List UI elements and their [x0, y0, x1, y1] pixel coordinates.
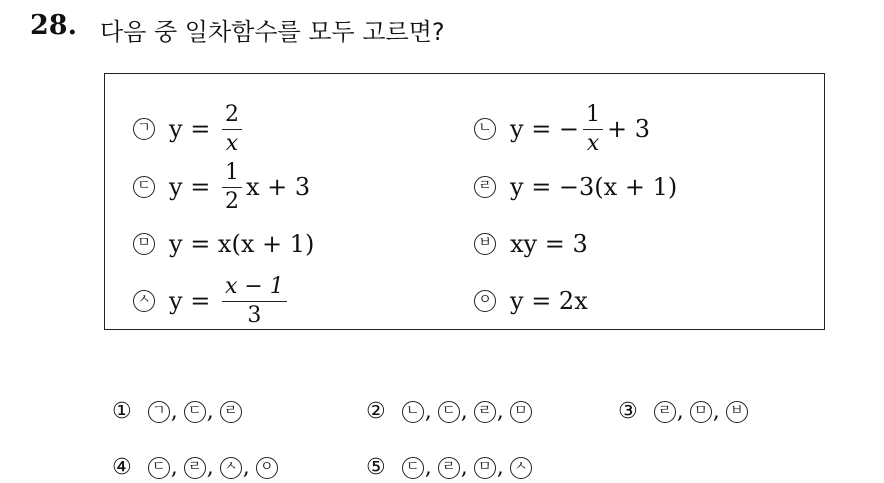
fraction [222, 161, 242, 212]
answer-marker: ㄹ [438, 457, 460, 479]
separator: , [496, 455, 504, 480]
answer-choice-3[interactable] [618, 399, 748, 424]
answer-number: ② [366, 399, 386, 424]
option-bieup [474, 215, 588, 273]
option-marker: ㅁ [133, 233, 155, 255]
expr-suffix: x + 3 [245, 173, 311, 201]
answer-marker: ㅅ [220, 457, 242, 479]
separator: , [170, 399, 178, 424]
option-expression [169, 103, 246, 154]
question-number: 28. [30, 10, 77, 41]
question-text: 다음 중 일차함수를 모두 고르면? [100, 18, 445, 46]
answer-choice-2[interactable] [366, 399, 532, 424]
option-expression [169, 161, 310, 212]
fraction-numerator: 1 [583, 103, 603, 129]
option-marker: ㄱ [133, 118, 155, 140]
separator: , [676, 399, 684, 424]
answer-marker: ㄹ [474, 401, 496, 423]
expr-suffix: + 3 [607, 115, 651, 143]
answer-choice-1[interactable] [112, 399, 242, 424]
option-marker: ㅅ [133, 290, 155, 312]
separator: , [712, 399, 720, 424]
answer-marker: ㄷ [402, 457, 424, 479]
answer-number: ④ [112, 455, 132, 480]
answer-marker: ㅁ [510, 401, 532, 423]
answer-number: ③ [618, 399, 638, 424]
option-marker: ㅂ [474, 233, 496, 255]
option-expression [169, 275, 291, 326]
option-siot [133, 272, 291, 330]
option-digeut [133, 158, 310, 216]
answer-choice-5[interactable] [366, 455, 532, 480]
option-expression: y = 2x [510, 287, 588, 315]
option-mieum [133, 215, 314, 273]
option-giyeok [133, 100, 246, 158]
separator: , [206, 399, 214, 424]
fraction-numerator: 2 [222, 103, 242, 129]
fraction [222, 103, 242, 154]
separator: , [460, 399, 468, 424]
option-expression: y = x(x + 1) [169, 230, 315, 258]
expr-prefix: y = [169, 173, 218, 201]
option-expression: xy = 3 [510, 230, 588, 258]
answer-marker: ㄹ [220, 401, 242, 423]
expr-prefix: y = − [510, 115, 580, 143]
answer-marker: ㄷ [184, 401, 206, 423]
separator: , [460, 455, 468, 480]
option-marker: ㄹ [474, 176, 496, 198]
answer-choice-4[interactable] [112, 455, 278, 480]
separator: , [206, 455, 214, 480]
expr-prefix: y = [169, 287, 218, 315]
option-rieul [474, 158, 677, 216]
answer-marker: ㅁ [474, 457, 496, 479]
answer-marker: ㄱ [148, 401, 170, 423]
option-expression: y = −3(x + 1) [510, 173, 678, 201]
option-marker: ㅇ [474, 290, 496, 312]
separator: , [424, 399, 432, 424]
answer-marker: ㄹ [654, 401, 676, 423]
fraction [583, 103, 603, 154]
answer-marker: ㅁ [690, 401, 712, 423]
option-marker: ㄴ [474, 118, 496, 140]
answer-marker: ㄷ [438, 401, 460, 423]
fraction-denominator: 3 [247, 302, 262, 328]
fraction-denominator: x [586, 130, 600, 156]
fraction [222, 275, 287, 326]
answer-number: ① [112, 399, 132, 424]
fraction-numerator: 1 [222, 161, 242, 187]
answer-marker: ㅂ [726, 401, 748, 423]
answer-marker: ㅅ [510, 457, 532, 479]
answer-marker: ㄷ [148, 457, 170, 479]
separator: , [496, 399, 504, 424]
separator: , [170, 455, 178, 480]
option-nieun [474, 100, 650, 158]
separator: , [242, 455, 250, 480]
fraction-numerator: x − 1 [222, 275, 287, 301]
fraction-denominator: 2 [224, 188, 239, 214]
answer-number: ⑤ [366, 455, 386, 480]
option-expression [510, 103, 650, 154]
answer-marker: ㅇ [256, 457, 278, 479]
answer-marker: ㄴ [402, 401, 424, 423]
option-ieung [474, 272, 588, 330]
answer-marker: ㄹ [184, 457, 206, 479]
option-marker: ㄷ [133, 176, 155, 198]
fraction-denominator: x [225, 130, 239, 156]
expr-prefix: y = [169, 115, 218, 143]
separator: , [424, 455, 432, 480]
